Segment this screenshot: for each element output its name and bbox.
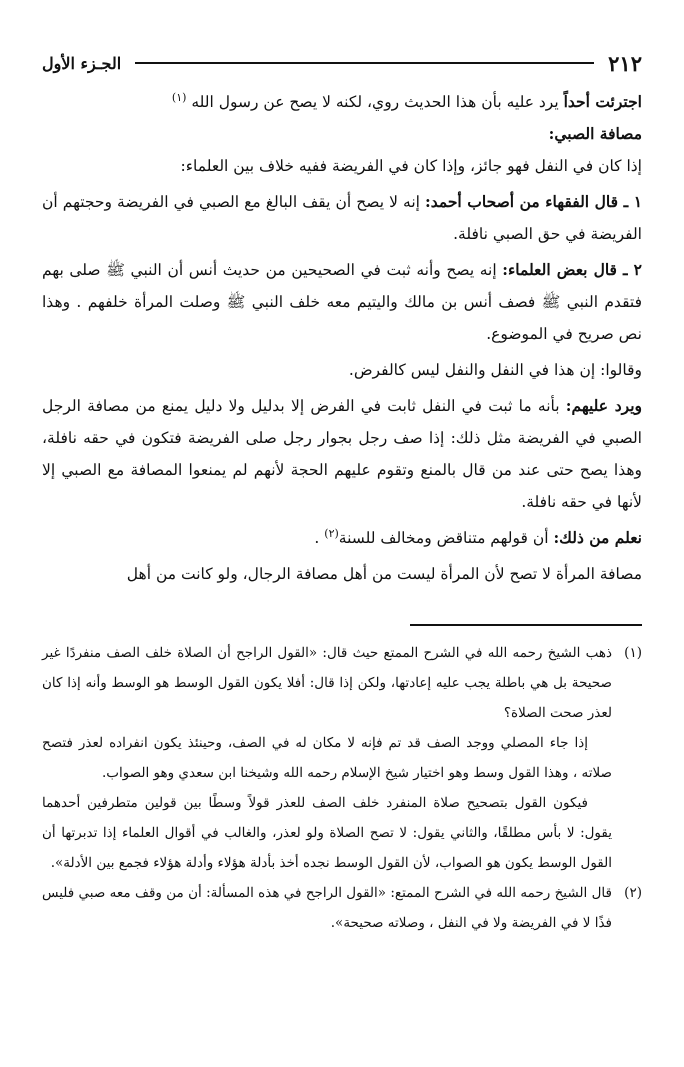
footnote-2 (42, 878, 642, 938)
bold-phrase: ١ ـ قال الفقهاء من أصحاب أحمد: (425, 192, 643, 211)
footnotes (42, 638, 642, 938)
paragraph-opinion-2 (42, 254, 642, 350)
main-text (42, 86, 642, 590)
section-heading (42, 118, 642, 150)
paragraph-text: بأنه ما ثبت في النفل ثابت في الفرض إلا بدليل ولا دليل يمنع من مصافة الرجل الصبي في الفريضة مثل ذلك: إذا صف رجل بجوار رجل صلى الفريضة فتكون في حقه نافلة، وهذا يصح حتى عند من قال بالمنع وتقوم عليهم الحجة لأنهم لم يمنعوا المصافة مع الصبي إلا لأنها في حقه نافلة. (42, 397, 642, 511)
paragraph-opinion-1 (42, 186, 642, 250)
paragraph-text: أن قولهم متناقض ومخالف للسنة (338, 529, 554, 547)
footnote-ref-1: (١) (171, 90, 187, 104)
bold-phrase: اجترئت أحداً (563, 92, 642, 111)
footnote-marker: (١) (624, 645, 642, 661)
bold-phrase: ويرد عليهم: (565, 396, 642, 415)
bold-phrase: ٢ ـ قال بعض العلماء: (502, 260, 642, 279)
paragraph-rebuttal (42, 390, 642, 518)
footnote-marker: (٢) (624, 885, 642, 901)
footnote-text (42, 638, 612, 878)
paragraph-woman: مصافة المرأة لا تصح لأن المرأة ليست من أهل مصافة الرجال، ولو كانت من أهل (126, 565, 642, 583)
heading-text: مصافة الصبي: (548, 124, 642, 143)
header-rule (135, 62, 594, 64)
page-header (42, 48, 642, 78)
footnote-text (42, 878, 612, 938)
running-title: الجـزء الأول (42, 53, 122, 73)
bold-phrase: نعلم من ذلك: (553, 528, 642, 547)
paragraph-they-said: وقالوا: إن هذا في النفل والنفل ليس كالفرض. (348, 361, 642, 379)
footnote-paragraph: قال الشيخ رحمه الله في الشرح الممتع: «القول الراجح في هذه المسألة: أن من وقف معه صبي فليس فذًا لا في الفريضة ولا في النفل ، وصلاته صحيحة». (42, 885, 612, 931)
paragraph-text: إنه لا يصح أن يقف البالغ مع الصبي في الفريضة وحجتهم أن الفريضة في حق الصبي نافلة. (42, 193, 642, 243)
paragraph-continuation (42, 86, 642, 118)
page-number: ٢١٢ (608, 50, 642, 76)
footnote-paragraph: ذهب الشيخ رحمه الله في الشرح الممتع حيث قال: «القول الراجح أن الصلاة خلف الصف منفردًا غير صحيحة بل هي باطلة يجب عليه إعادتها، ولكن إذا قال: أفلا يكون القول الوسط هو الوسط وأنه إذا كان لعذر صحت الصلاة؟ (42, 645, 612, 721)
footnote-separator (410, 624, 642, 626)
paragraph-text: إنه يصح وأنه ثبت في الصحيحين من حديث أنس أن النبي ﷺ صلى بهم فتقدم النبي ﷺ فصف أنس بن مالك واليتيم معه خلف النبي ﷺ وصلت المرأة خلفهم . وهذا نص صريح في الموضوع. (42, 261, 642, 343)
paragraph-text-end: . (314, 529, 325, 547)
paragraph-text: يرد عليه بأن هذا الحديث روي، لكنه لا يصح عن رسول الله (186, 93, 564, 111)
footnote-paragraph: فيكون القول بتصحيح صلاة المنفرد خلف الصف للعذر قولاً وسطًا بين قولين متطرفين أحدهما يقول: لا بأس مطلقًا، والثاني يقول: لا تصح الصلاة ولو لعذر، والغالب في أقوال العلماء إذا تدبرتها أن القول الوسط يكون هو الصواب، لأن القول الوسط نجده أخذ بأدلة هؤلاء وأدلة هؤلاء فجمع بين الأدلة». (42, 795, 612, 871)
paragraph-conclusion (42, 522, 642, 554)
footnote-1 (42, 638, 642, 878)
footnote-paragraph: إذا جاء المصلي ووجد الصف قد تم فإنه لا مكان له في الصف، وحينئذ يكون انفراده لعذر فتصح صلاته ، وهذا القول وسط وهو اختيار شيخ الإسلام رحمه الله وشيخنا ابن سعدي وهو الصواب. (42, 735, 612, 781)
footnote-ref-2: (٢) (324, 526, 339, 540)
paragraph-intro: إذا كان في النفل فهو جائز، وإذا كان في الفريضة ففيه خلاف بين العلماء: (180, 157, 642, 175)
